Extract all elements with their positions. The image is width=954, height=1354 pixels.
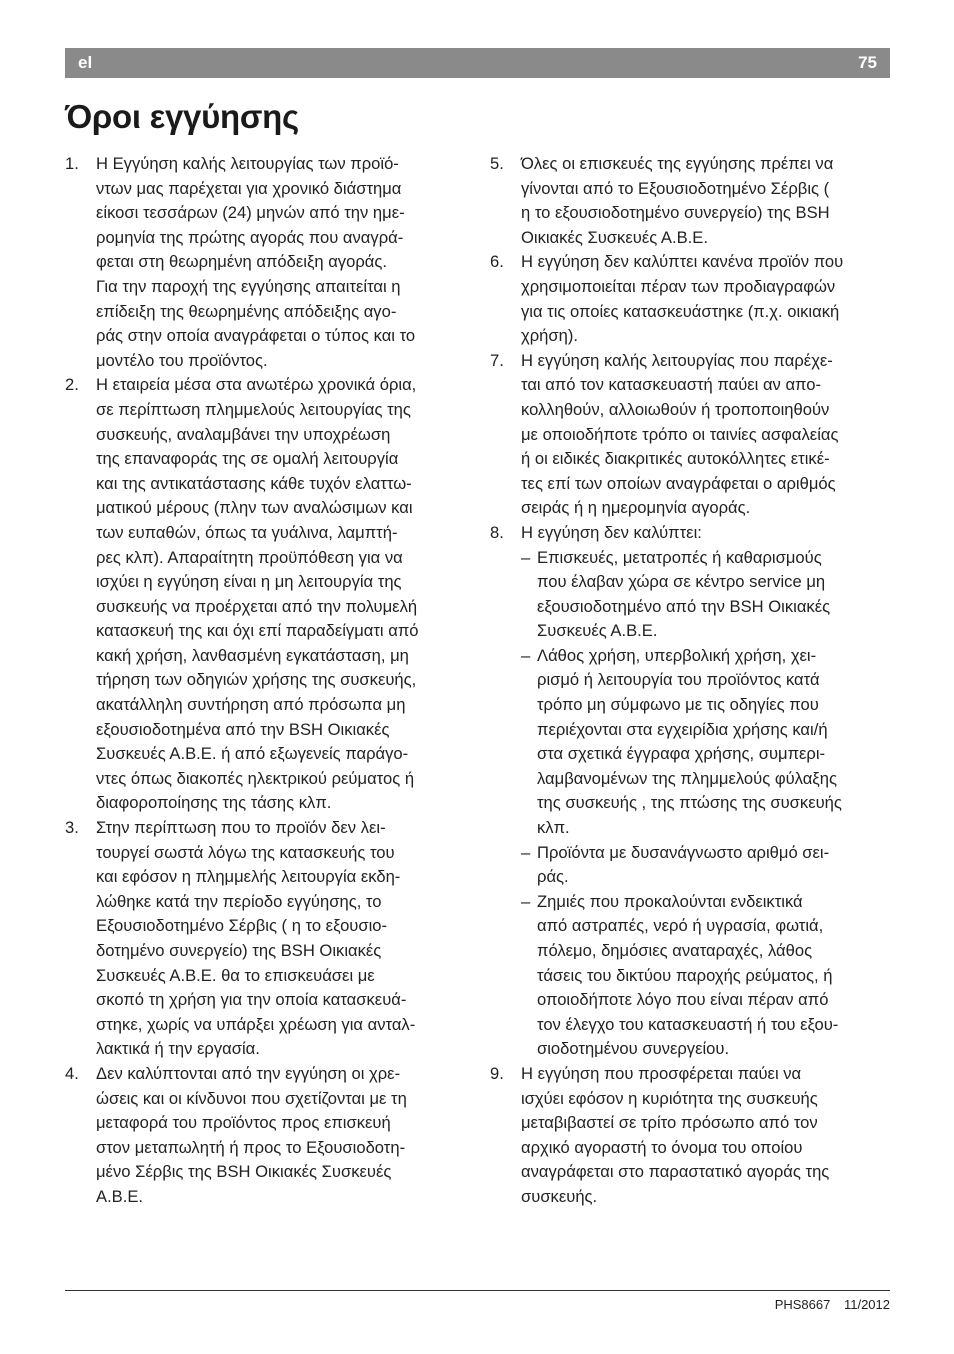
item-text-line: αρχικό αγοραστή το όνομα του οποίου: [521, 1137, 803, 1157]
item-text-line: διαφοροποίησης της τάσης κλπ.: [96, 793, 332, 813]
item-text-line: δοτημένο συνεργείο) της BSH Οικιακές: [96, 941, 382, 960]
page-title: Όροι εγγύησης: [65, 98, 299, 135]
dash-marker: –: [521, 547, 531, 567]
item-text-line: σκοπό τη χρήση για την οποία κατασκευά-: [96, 990, 407, 1010]
sub-item-text-line: Προϊόντα με δυσανάγνωστο αριθμό σει-: [537, 842, 830, 862]
item-number: 2.: [65, 375, 79, 395]
list-item: [490, 152, 895, 250]
sub-item-text-line: εξουσιοδοτημένο από την BSH Οικιακές: [537, 596, 831, 616]
item-text-line: ντες όπως διακοπές ηλεκτρικού ρεύματος ή: [96, 768, 415, 788]
list-item: [490, 349, 895, 521]
item-text-line: σε περίπτωση πλημμελούς λειτουργίας της: [96, 399, 411, 419]
list-item: [490, 250, 895, 348]
item-text-line: κακή χρήση, λανθασμένη εγκατάσταση, μη: [96, 645, 409, 665]
sub-item-text-line: οποιοδήποτε λόγο που είναι πέραν από: [537, 990, 829, 1010]
item-text-line: Για την παροχή της εγγύησης απαιτείται η: [96, 276, 401, 296]
item-text-line: μοντέλο του προϊόντος.: [96, 350, 268, 370]
item-number: 6.: [490, 252, 504, 272]
item-number: 5.: [490, 154, 504, 173]
item-text-line: ισχύει η εγγύηση είναι η μη λειτουργία της: [96, 572, 402, 592]
item-text-line: χρήση).: [521, 326, 578, 346]
item-text-line: Συσκευές Α.Β.Ε. ή από εξωγενείς παράγο-: [96, 744, 409, 764]
item-text-line: Δεν καλύπτονται από την εγγύηση οι χρε-: [96, 1063, 401, 1083]
item-text-line: τουργεί σωστά λόγω της κατασκευής του: [96, 842, 395, 862]
item-text-line: μεταφορά του προϊόντος προς επισκευή: [96, 1113, 391, 1133]
item-text-line: συσκευής να προέρχεται από την πολυμελή: [96, 596, 418, 616]
sub-list-item: [521, 841, 895, 890]
item-text-line: μεταβιβαστεί σε τρίτο πρόσωπο από τον: [521, 1113, 818, 1133]
sub-item-text-line: λαμβανομένων της πλημμελούς φύλαξης: [537, 768, 837, 788]
item-text-line: εξουσιοδοτημένα από την BSH Οικιακές: [96, 719, 390, 739]
sub-item-text-line: τάσεις του δικτύου παροχής ρεύματος, ή: [537, 965, 833, 985]
item-text-line: των ευπαθών, όπως τα γυάλινα, λαμπτή-: [96, 522, 398, 542]
item-text-line: στηκε, χωρίς να υπάρξει χρέωση για ανταλ-: [96, 1014, 416, 1034]
item-number: 9.: [490, 1063, 504, 1083]
item-text-line: η το εξουσιοδοτημένο συνεργείο) της BSH: [521, 203, 830, 223]
list-item: [490, 1062, 895, 1210]
item-text-line: και εφόσον η πλημμελής λειτουργία εκδη-: [96, 867, 401, 887]
dash-marker: –: [521, 842, 531, 862]
sub-item-text-line: Ζημιές που προκαλούνται ενδεικτικά: [537, 891, 803, 911]
sub-item-text-line: ρισμό ή λειτουργία του προϊόντος κατά: [537, 670, 820, 690]
item-text-line: ματικού μέρους (πλην των αναλώσιμων και: [96, 498, 413, 518]
item-text-line: στον μεταπωλητή ή προς το Εξουσιοδοτη-: [96, 1137, 406, 1157]
item-text-line: ισχύει εφόσον η κυριότητα της συσκευής: [521, 1088, 818, 1108]
item-text-line: και της αντικατάστασης κάθε τυχόν ελαττω-: [96, 473, 412, 493]
sub-item-text-line: πόλεμο, δημόσιες αναταραχές, λάθος: [537, 941, 813, 960]
item-text-line: χρησιμοποιείται πέραν των προδιαγραφών: [521, 276, 836, 296]
item-text-line: ρομηνία της πρώτης αγοράς που αναγρά-: [96, 227, 404, 247]
item-text-line: Η εγγύηση καλής λειτουργίας που παρέχε-: [521, 350, 833, 370]
sub-item-text-line: στα σχετικά έγγραφα χρήσης, συμπερι-: [537, 744, 826, 764]
item-number: 8.: [490, 522, 504, 542]
sub-item-text-line: περιέχονται στα εγχειρίδια χρήσης και/ή: [537, 719, 828, 739]
footer-date: 11/2012: [843, 1297, 890, 1312]
item-text-line: συσκευής, αναλαμβάνει την υποχρέωση: [96, 424, 391, 444]
item-text-line: μένο Σέρβις της BSH Οικιακές Συσκευές: [96, 1162, 392, 1182]
footer-divider: [65, 1290, 890, 1291]
item-text-line: συσκευής.: [521, 1186, 598, 1206]
item-text-line: Οικιακές Συσκευές Α.Β.Ε.: [521, 227, 708, 247]
sub-list-item: [521, 546, 895, 644]
sub-item-text-line: Λάθος χρήση, υπερβολική χρήση, χει-: [537, 645, 817, 665]
sub-item-text-line: σιοδοτημένου συνεργείου.: [537, 1039, 730, 1059]
list-item: [65, 816, 475, 1062]
item-text-line: Συσκευές Α.Β.Ε. θα το επισκευάσει με: [96, 965, 375, 985]
item-text-line: της επαναφοράς της σε ομαλή λειτουργία: [96, 449, 399, 469]
list-item: [65, 373, 475, 816]
item-text-line: κολληθούν, αλλοιωθούν ή τροποποιηθούν: [521, 399, 830, 419]
item-text-line: ράς στην οποία αναγράφεται ο τύπος και το: [96, 326, 416, 346]
sub-list-item: [521, 890, 895, 1062]
item-text-line: επίδειξη της θεωρημένης απόδειξης αγο-: [96, 301, 397, 321]
item-text-line: Στην περίπτωση που το προϊόν δεν λει-: [96, 818, 386, 838]
item-text-line: ρες κλπ). Απαραίτητη προϋπόθεση για να: [96, 547, 403, 567]
item-text-line: με οποιοδήποτε τρόπο οι ταινίες ασφαλείας: [521, 424, 839, 444]
item-text-line: Η εταιρεία μέσα στα ανωτέρω χρονικά όρια,: [96, 375, 417, 395]
sub-item-text-line: τρόπο μη σύμφωνο με τις οδηγίες που: [537, 695, 819, 715]
item-text-line: αναγράφεται στο παραστατικό αγοράς της: [521, 1162, 830, 1182]
header-bar: [65, 48, 890, 78]
sub-item-text-line: που έλαβαν χώρα σε κέντρο service μη: [537, 572, 826, 592]
sub-item-text-line: τον έλεγχο του κατασκευαστή ή του εξου-: [537, 1014, 839, 1034]
item-text-line: τες επί των οποίων αναγράφεται ο αριθμός: [521, 473, 836, 493]
item-text-line: λακτικά ή την εργασία.: [96, 1039, 260, 1059]
item-text-line: Η εγγύηση δεν καλύπτει κανένα προϊόν που: [521, 252, 844, 272]
item-text-line: ώσεις και οι κίνδυνοι που σχετίζονται με τη: [96, 1088, 407, 1108]
item-text-line: ή οι ειδικές διακριτικές αυτοκόλλητες ετικέ-: [521, 449, 830, 469]
list-item: [65, 1062, 475, 1210]
item-text-line: λώθηκε κατά την περίοδο εγγύησης, το: [96, 891, 382, 911]
footer-model: PHS8667: [774, 1297, 831, 1312]
item-text-line: ακατάλληλη συντήρηση από πρόσωπα μη: [96, 695, 406, 715]
item-text-line: τήρηση των οδηγιών χρήσης της συσκευής,: [96, 670, 417, 690]
sub-item-text-line: Συσκευές Α.Β.Ε.: [537, 621, 658, 641]
dash-marker: –: [521, 891, 531, 911]
footer: [775, 1297, 890, 1312]
item-text-line: ντων μας παρέχεται για χρονικό διάστημα: [96, 178, 402, 198]
sub-item-text-line: από αστραπές, νερό ή υγρασία, φωτιά,: [537, 916, 824, 936]
left-column: [65, 152, 475, 1210]
sub-item-text-line: της συσκευής , της πτώσης της συσκευής: [537, 793, 842, 813]
item-text-line: Όλες οι επισκευές της εγγύησης πρέπει να: [521, 154, 834, 173]
sub-item-text-line: ράς.: [537, 867, 569, 887]
sub-item-text-line: Επισκευές, μετατροπές ή καθαρισμούς: [537, 547, 822, 567]
language-code: el: [78, 53, 93, 72]
item-number: 4.: [65, 1063, 79, 1083]
item-number: 1.: [65, 154, 79, 173]
item-number: 7.: [490, 350, 504, 370]
item-text-line: Η Εγγύηση καλής λειτουργίας των προϊό-: [96, 154, 399, 173]
item-text-line: σειράς ή η ημερομηνία αγοράς.: [521, 498, 751, 518]
item-text-line: γίνονται από το Εξουσιοδοτημένο Σέρβις (: [521, 178, 830, 198]
list-item: [490, 521, 895, 1062]
item-number: 3.: [65, 818, 79, 838]
item-text-line: κατασκευή της και όχι επί παραδείγματι από: [96, 621, 419, 641]
page-number: 75: [858, 53, 877, 72]
dash-marker: –: [521, 645, 531, 665]
item-text-line: φεται στη θεωρημένη απόδειξη αγοράς.: [96, 252, 387, 272]
list-item: [65, 152, 475, 373]
item-text-line: Εξουσιοδοτημένο Σέρβις ( η το εξουσιο-: [96, 916, 388, 936]
item-text-line: είκοσι τεσσάρων (24) μηνών από την ημε-: [96, 203, 405, 223]
item-text-line: Η εγγύηση που προσφέρεται παύει να: [521, 1063, 802, 1083]
sub-item-text-line: κλπ.: [537, 818, 570, 838]
right-column: [490, 152, 895, 1210]
item-text-line: Η εγγύηση δεν καλύπτει:: [521, 522, 702, 542]
item-text-line: Α.Β.Ε.: [96, 1186, 144, 1206]
sub-list-item: [521, 644, 895, 841]
item-text-line: για τις οποίες κατασκευάστηκε (π.χ. οικιακή: [521, 301, 840, 321]
item-text-line: ται από τον κατασκευαστή παύει αν απο-: [521, 375, 822, 395]
